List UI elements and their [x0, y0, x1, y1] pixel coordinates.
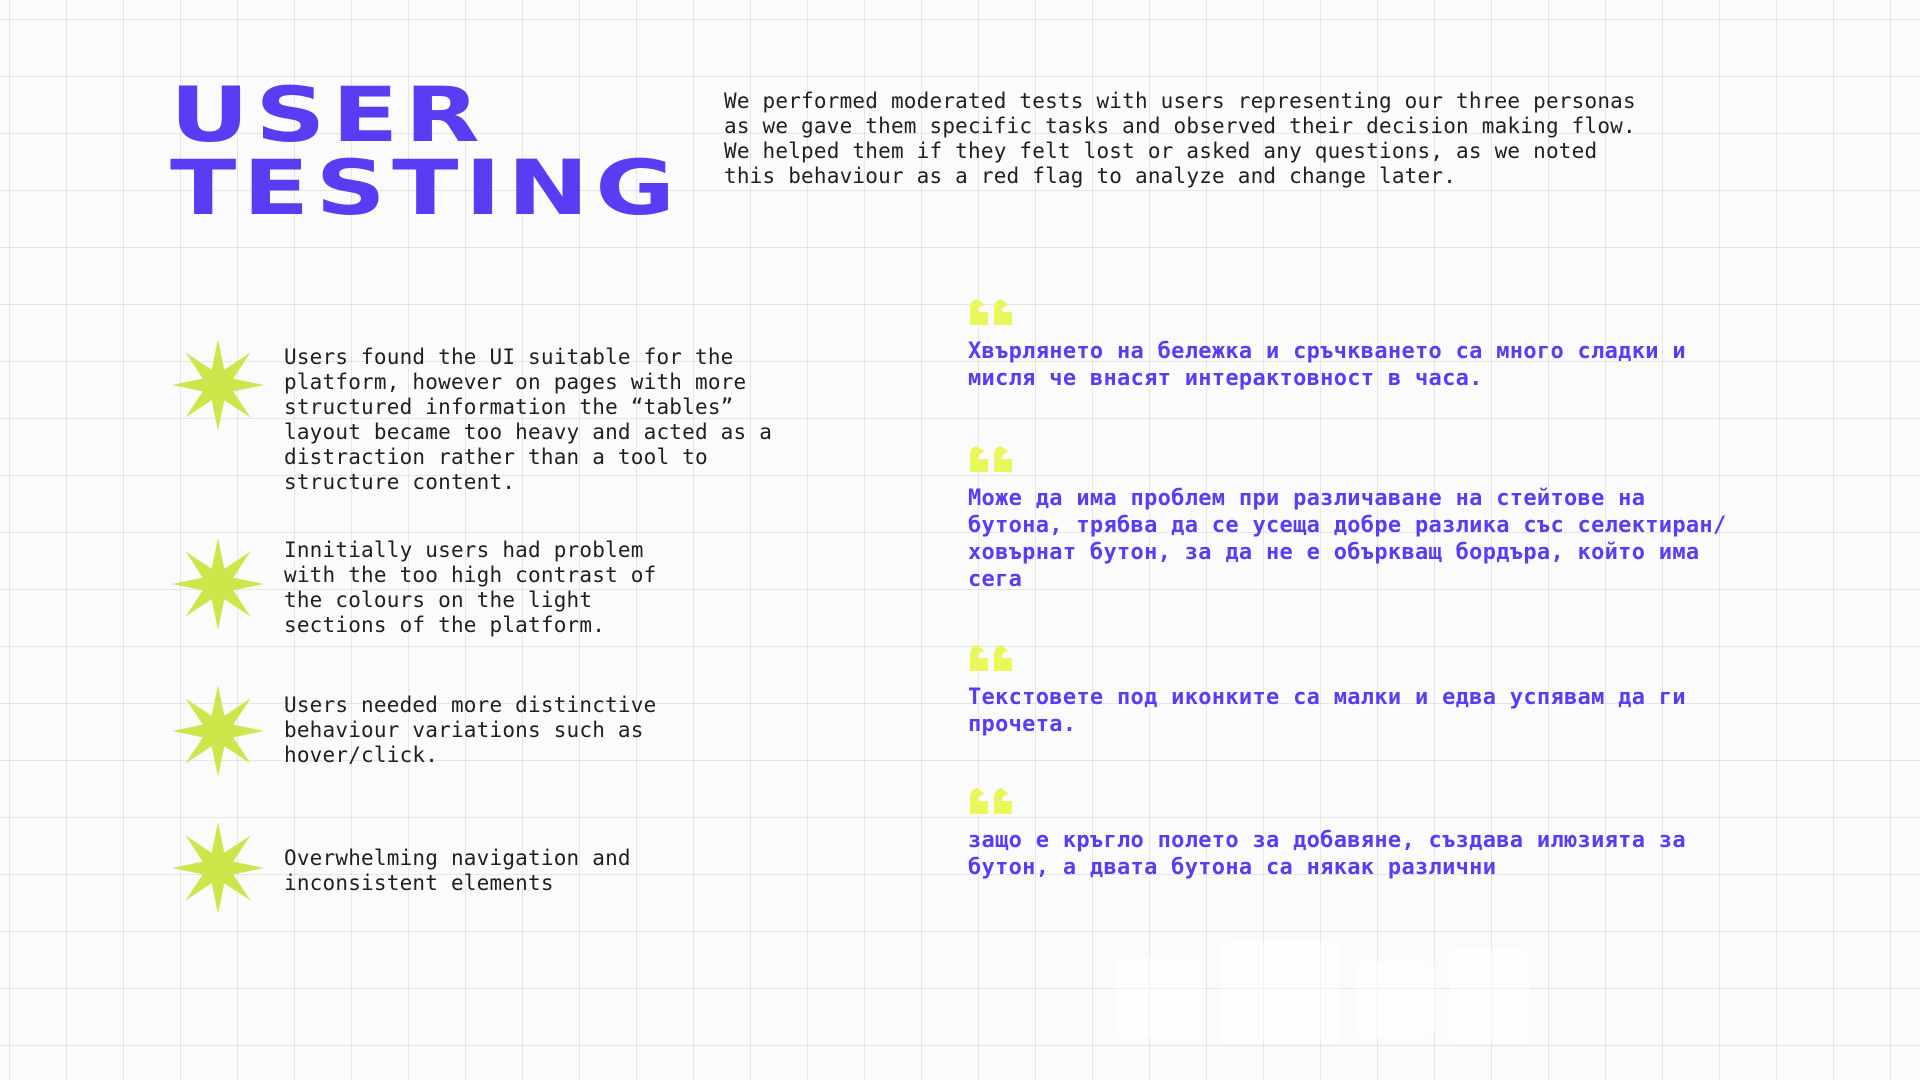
quote-item — [968, 297, 1748, 392]
quote-text: Хвърлянето на бележка и сръчкването са много сладки и мисля че внасят интерактовност в часа. — [968, 339, 1686, 391]
quote-text: Текстовете под иконките са малки и едва успявам да ги прочета. — [968, 685, 1686, 737]
finding-text: Innitially users had problem with the too high contrast of the colours on the light sections of the platform. — [284, 538, 657, 637]
starburst-icon — [172, 538, 264, 630]
quote-mark-icon — [968, 444, 1018, 474]
page-title — [170, 70, 682, 232]
starburst-icon — [172, 822, 264, 914]
finding-text: Users needed more distinctive behaviour variations such as hover/click. — [284, 693, 657, 767]
finding-text: Users found the UI suitable for the platform, however on pages with more structured information the “tables” layout became too heavy and acted as a distraction rather than a tool to structure content. — [284, 345, 773, 494]
quote-mark-icon — [968, 786, 1018, 816]
quote-text: защо е кръгло полето за добавяне, създава илюзията за бутон, а двата бутона са някак различни — [968, 828, 1686, 880]
starburst-icon — [172, 685, 264, 777]
page-title-line-2: TESTING — [170, 143, 682, 232]
quote-text: Може да има проблем при различаване на стейтове на бутона, трябва да се усеща добре разлика със селектиран/ховърнат бутон, за да не е объркващ бордъра, който има сега — [968, 486, 1727, 592]
intro-paragraph: We performed moderated tests with users representing our three personas as we gave them specific tasks and observed their decision making flow. We helped them if they felt lost or asked any questions, as we noted this behaviour as a red flag to analyze and change later. — [724, 89, 1636, 188]
quote-item — [968, 786, 1748, 881]
page-title-line-1: USER — [170, 70, 487, 159]
quote-mark-icon — [968, 297, 1018, 327]
starburst-icon — [172, 339, 264, 431]
finding-text: Overwhelming navigation and inconsistent elements — [284, 846, 631, 895]
quote-item — [968, 643, 1748, 738]
quote-mark-icon — [968, 643, 1018, 673]
decorative-shapes — [1115, 940, 1535, 1050]
quote-item — [968, 444, 1748, 593]
